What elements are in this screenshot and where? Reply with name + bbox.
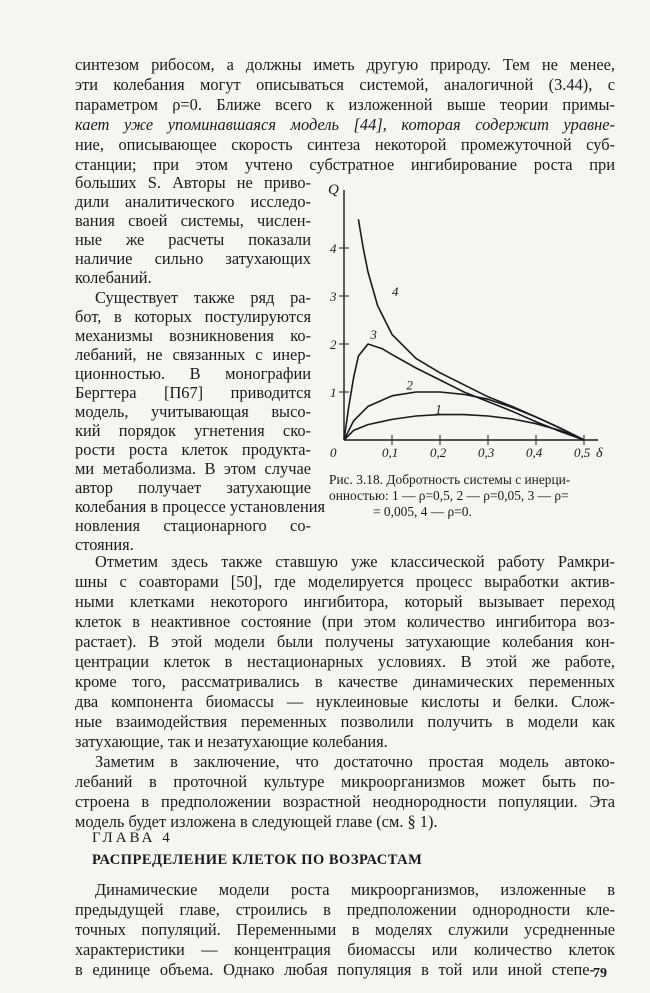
text-line: бот, в которых постулируются [75, 307, 311, 326]
series-4-line [358, 219, 584, 440]
text-line: Отметим здесь также ставшую уже классической работу Рамкри- [95, 552, 615, 571]
text-line: в единице объема. Однако любая популяция в той или иной степе- [75, 960, 595, 979]
series-3-line [344, 344, 584, 440]
y-tick-label: 3 [330, 289, 337, 304]
text-line: стояния. [75, 535, 134, 554]
text-line: ными клетками некоторого ингибитора, который вызывает переход [75, 592, 615, 611]
text-line: ные же расчеты показали [75, 230, 311, 249]
text-line: ционностью. В монографии [75, 364, 311, 383]
text-line: кий порядок угнетения ско- [75, 421, 311, 440]
figure-caption-line: = 0,005, 4 — ρ=0. [373, 504, 472, 519]
text-line: эти колебания могут описываться системой, аналогичной (3.44), с [75, 75, 615, 94]
x-tick-label: 0 [330, 445, 337, 460]
text-line: колебаний. [75, 268, 152, 287]
x-axis-label: δ [596, 446, 603, 461]
text-line: клеток в неактивное состояние (при этом количество ингибитора воз- [75, 612, 615, 631]
series-2-line [344, 392, 584, 440]
text-line: характеристики — концентрация биомассы или количество клеток [75, 940, 615, 959]
text-line: дили аналитического исследо- [75, 192, 311, 211]
figure-caption-line: Рис. 3.18. Добротность системы с инерци- [329, 472, 571, 487]
text-line: наличие сильно затухающих [75, 249, 311, 268]
text-line: Динамические модели роста микроорганизмов, изложенные в [95, 880, 615, 899]
text-line: параметром ρ=0. Ближе всего к изложенной выше теории примы- [75, 95, 615, 114]
text-line: два компонента биомассы — нуклеиновые кислоты и белки. Слож- [75, 692, 615, 711]
text-line: затухающие, так и незатухающие колебания. [75, 732, 388, 751]
chapter-title: РАСПРЕДЕЛЕНИЕ КЛЕТОК ПО ВОЗРАСТАМ [92, 852, 423, 868]
y-axis-label: Q [328, 182, 339, 198]
text-line: лебаний в проточной культуре микроорганизмов может быть по- [75, 772, 615, 791]
text-line: механизмы возникновения ко- [75, 326, 311, 345]
quality-factor-chart [318, 182, 618, 472]
text-line: модель будет изложена в следующей главе (см. § 1). [75, 812, 438, 831]
text-line: лебаний, не связанных с инер- [75, 345, 311, 364]
y-tick-label: 1 [330, 385, 337, 400]
text-line: Бергтера [П67] приводится [75, 383, 311, 402]
curve-label: 1 [435, 401, 442, 417]
text-line: строена в предположении возрастной неоднородности популяции. Эта [75, 792, 615, 811]
x-tick-label: 0,1 [382, 445, 399, 460]
text-line: предыдущей главе, строились в предположении однородности кле- [75, 900, 615, 919]
text-line: кроме того, рассматривались в качестве динамических переменных [75, 672, 615, 691]
curve-label: 4 [392, 284, 399, 299]
x-tick-label: 0,2 [430, 445, 447, 460]
y-tick-label: 4 [330, 241, 337, 256]
text-line: больших S. Авторы не приво- [75, 173, 311, 192]
text-line: кает уже упоминавшаяся модель [44], которая содержит уравне- [75, 115, 615, 134]
text-line: вания своей системы, числен- [75, 211, 311, 230]
text-line: ние, описывающее скорость синтеза некоторой промежуточной суб- [75, 135, 615, 154]
x-tick-label: 0,5 [574, 445, 591, 460]
text-line: автор получает затухающие [75, 478, 311, 497]
text-line: растает). В этой модели были получены затухающие колебания кон- [75, 632, 615, 651]
text-line: новления стационарного со- [75, 516, 311, 535]
curve-label: 3 [370, 327, 377, 343]
text-line: Существует также ряд ра- [95, 288, 311, 307]
text-line: Заметим в заключение, что достаточно простая модель автоко- [95, 752, 615, 771]
text-line: синтезом рибосом, а должны иметь другую природу. Тем не менее, [75, 55, 615, 74]
text-line: модель, учитывающая высо- [75, 402, 311, 421]
page-number: 79 [593, 966, 607, 981]
x-tick-label: 0,3 [478, 445, 495, 460]
text-line: шны с соавторами [50], где моделируется процесс выработки актив- [75, 572, 615, 591]
text-line: точных популяций. Переменными в моделях служили усредненные [75, 920, 615, 939]
text-line: рости роста клеток продукта- [75, 440, 311, 459]
figure-caption-line: онностью: 1 — ρ=0,5, 2 — ρ=0,05, 3 — ρ= [329, 488, 569, 503]
x-tick-label: 0,4 [526, 445, 543, 460]
y-tick-label: 2 [330, 337, 337, 352]
text-line: ми метаболизма. В этом случае [75, 459, 311, 478]
chapter-label: ГЛАВА 4 [92, 830, 173, 846]
text-line: станции; при этом учтено субстратное ингибирование роста при [75, 155, 615, 174]
curve-label: 2 [406, 377, 413, 393]
text-line: ные взаимодействия переменных позволили получить в модели как [75, 712, 615, 731]
text-line: колебания в процессе установления [75, 497, 326, 516]
text-line: центрации клеток в нестационарных условиях. В этой же работе, [75, 652, 615, 671]
